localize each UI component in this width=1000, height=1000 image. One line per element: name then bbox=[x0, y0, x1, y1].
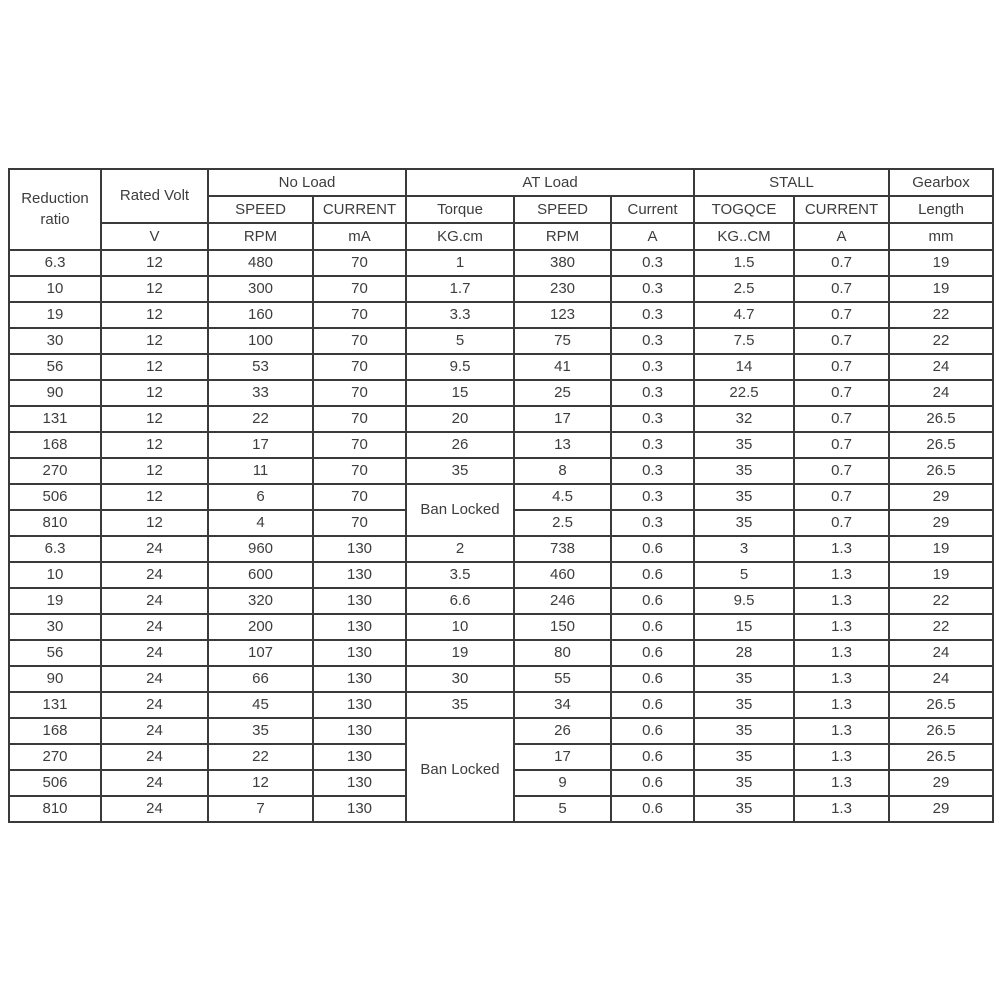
table-cell: 9 bbox=[514, 770, 611, 796]
table-cell: 100 bbox=[208, 328, 313, 354]
table-cell: 10 bbox=[9, 276, 101, 302]
table-cell: 1.7 bbox=[406, 276, 514, 302]
table-cell: 0.7 bbox=[794, 250, 889, 276]
table-cell: 2 bbox=[406, 536, 514, 562]
table-cell: 1.3 bbox=[794, 692, 889, 718]
table-cell: 70 bbox=[313, 302, 406, 328]
header-noload-current: CURRENT bbox=[313, 196, 406, 223]
table-cell: 0.7 bbox=[794, 380, 889, 406]
table-cell: 738 bbox=[514, 536, 611, 562]
table-cell: 0.7 bbox=[794, 406, 889, 432]
table-row bbox=[9, 718, 993, 744]
table-cell: 130 bbox=[313, 770, 406, 796]
table-cell: 2.5 bbox=[514, 510, 611, 536]
header-atload-torque: Torque bbox=[406, 196, 514, 223]
motor-spec-table bbox=[8, 168, 994, 823]
table-cell: 6 bbox=[208, 484, 313, 510]
unit-noload-ma: mA bbox=[313, 223, 406, 250]
header-stall-current: CURRENT bbox=[794, 196, 889, 223]
table-cell: 26.5 bbox=[889, 718, 993, 744]
table-cell: 22 bbox=[208, 744, 313, 770]
table-cell: 5 bbox=[406, 328, 514, 354]
table-row bbox=[9, 640, 993, 666]
header-group-stall: STALL bbox=[694, 169, 889, 196]
table-row bbox=[9, 432, 993, 458]
table-cell: 35 bbox=[694, 432, 794, 458]
table-cell: 34 bbox=[514, 692, 611, 718]
table-cell: 131 bbox=[9, 406, 101, 432]
table-cell: 35 bbox=[694, 770, 794, 796]
table-cell: 35 bbox=[694, 692, 794, 718]
table-cell: 0.3 bbox=[611, 250, 694, 276]
table-cell: 0.7 bbox=[794, 354, 889, 380]
table-cell: 70 bbox=[313, 328, 406, 354]
header-rated-volt: Rated Volt bbox=[101, 169, 208, 223]
table-cell: 70 bbox=[313, 484, 406, 510]
table-cell: 24 bbox=[101, 692, 208, 718]
table-row bbox=[9, 302, 993, 328]
table-cell: 0.3 bbox=[611, 458, 694, 484]
table-cell: 75 bbox=[514, 328, 611, 354]
table-cell: 6.6 bbox=[406, 588, 514, 614]
table-cell: 24 bbox=[101, 640, 208, 666]
table-cell: 0.3 bbox=[611, 354, 694, 380]
table-cell: 9.5 bbox=[406, 354, 514, 380]
table-cell: 66 bbox=[208, 666, 313, 692]
table-cell: 24 bbox=[101, 796, 208, 822]
table-cell: 0.7 bbox=[794, 458, 889, 484]
table-cell: 1.3 bbox=[794, 614, 889, 640]
table-cell: 35 bbox=[406, 458, 514, 484]
table-row bbox=[9, 588, 993, 614]
table-row bbox=[9, 328, 993, 354]
table-cell: 35 bbox=[694, 510, 794, 536]
table-cell: 24 bbox=[101, 744, 208, 770]
table-cell: 130 bbox=[313, 614, 406, 640]
table-cell: 24 bbox=[101, 562, 208, 588]
table-cell: 0.6 bbox=[611, 692, 694, 718]
table-cell: 600 bbox=[208, 562, 313, 588]
table-cell: 25 bbox=[514, 380, 611, 406]
table-cell: 0.6 bbox=[611, 536, 694, 562]
table-cell: 2.5 bbox=[694, 276, 794, 302]
table-cell: 35 bbox=[694, 458, 794, 484]
table-cell: 70 bbox=[313, 406, 406, 432]
table-cell: 35 bbox=[694, 666, 794, 692]
table-cell: 56 bbox=[9, 640, 101, 666]
table-cell: 26.5 bbox=[889, 692, 993, 718]
unit-noload-rpm: RPM bbox=[208, 223, 313, 250]
table-cell: 19 bbox=[889, 536, 993, 562]
merged-cell-ban-locked: Ban Locked bbox=[406, 718, 514, 822]
table-cell: 0.7 bbox=[794, 484, 889, 510]
table-cell: 30 bbox=[9, 328, 101, 354]
table-cell: 80 bbox=[514, 640, 611, 666]
table-cell: 1 bbox=[406, 250, 514, 276]
table-cell: 24 bbox=[101, 536, 208, 562]
table-cell: 35 bbox=[694, 796, 794, 822]
table-cell: 0.6 bbox=[611, 770, 694, 796]
table-cell: 32 bbox=[694, 406, 794, 432]
table-cell: 24 bbox=[889, 666, 993, 692]
table-cell: 19 bbox=[889, 276, 993, 302]
header-unit-row bbox=[9, 223, 993, 250]
table-cell: 41 bbox=[514, 354, 611, 380]
table-row bbox=[9, 692, 993, 718]
header-atload-speed: SPEED bbox=[514, 196, 611, 223]
table-cell: 22 bbox=[208, 406, 313, 432]
table-cell: 24 bbox=[101, 614, 208, 640]
table-cell: 3.5 bbox=[406, 562, 514, 588]
table-cell: 0.3 bbox=[611, 302, 694, 328]
header-group-at-load: AT Load bbox=[406, 169, 694, 196]
table-cell: 35 bbox=[694, 718, 794, 744]
table-cell: 12 bbox=[101, 302, 208, 328]
table-cell: 26.5 bbox=[889, 458, 993, 484]
table-cell: 1.3 bbox=[794, 536, 889, 562]
table-cell: 0.7 bbox=[794, 510, 889, 536]
table-cell: 24 bbox=[889, 380, 993, 406]
table-cell: 10 bbox=[406, 614, 514, 640]
table-cell: 8 bbox=[514, 458, 611, 484]
header-group-no-load: No Load bbox=[208, 169, 406, 196]
table-cell: 107 bbox=[208, 640, 313, 666]
table-cell: 0.7 bbox=[794, 432, 889, 458]
table-cell: 12 bbox=[101, 380, 208, 406]
table-cell: 24 bbox=[889, 354, 993, 380]
table-cell: 12 bbox=[101, 406, 208, 432]
table-cell: 29 bbox=[889, 510, 993, 536]
unit-volt: V bbox=[101, 223, 208, 250]
table-cell: 17 bbox=[514, 406, 611, 432]
table-cell: 130 bbox=[313, 588, 406, 614]
table-cell: 20 bbox=[406, 406, 514, 432]
table-cell: 17 bbox=[208, 432, 313, 458]
table-cell: 300 bbox=[208, 276, 313, 302]
table-cell: 12 bbox=[101, 328, 208, 354]
header-noload-speed: SPEED bbox=[208, 196, 313, 223]
table-cell: 70 bbox=[313, 276, 406, 302]
table-cell: 270 bbox=[9, 458, 101, 484]
table-cell: 0.3 bbox=[611, 380, 694, 406]
table-cell: 12 bbox=[101, 484, 208, 510]
table-cell: 160 bbox=[208, 302, 313, 328]
table-cell: 810 bbox=[9, 796, 101, 822]
table-cell: 1.3 bbox=[794, 562, 889, 588]
table-cell: 12 bbox=[101, 510, 208, 536]
header-reduction-ratio: Reduction ratio bbox=[9, 169, 101, 250]
table-cell: 70 bbox=[313, 432, 406, 458]
table-cell: 26 bbox=[514, 718, 611, 744]
table-cell: 22 bbox=[889, 328, 993, 354]
table-cell: 0.6 bbox=[611, 614, 694, 640]
table-cell: 30 bbox=[9, 614, 101, 640]
table-cell: 0.6 bbox=[611, 640, 694, 666]
table-cell: 53 bbox=[208, 354, 313, 380]
table-header bbox=[9, 169, 993, 250]
header-group-gearbox: Gearbox bbox=[889, 169, 993, 196]
table-row bbox=[9, 484, 993, 510]
table-cell: 29 bbox=[889, 770, 993, 796]
unit-atload-a: A bbox=[611, 223, 694, 250]
table-cell: 56 bbox=[9, 354, 101, 380]
table-cell: 35 bbox=[694, 744, 794, 770]
table-cell: 320 bbox=[208, 588, 313, 614]
table-cell: 90 bbox=[9, 380, 101, 406]
table-cell: 22 bbox=[889, 302, 993, 328]
table-cell: 24 bbox=[889, 640, 993, 666]
table-cell: 12 bbox=[101, 276, 208, 302]
table-cell: 130 bbox=[313, 562, 406, 588]
table-body bbox=[9, 250, 993, 822]
table-cell: 0.6 bbox=[611, 666, 694, 692]
table-cell: 0.6 bbox=[611, 588, 694, 614]
table-cell: 24 bbox=[101, 770, 208, 796]
table-cell: 3.3 bbox=[406, 302, 514, 328]
table-row bbox=[9, 562, 993, 588]
header-stall-torque: TOGQCE bbox=[694, 196, 794, 223]
table-cell: 130 bbox=[313, 744, 406, 770]
table-cell: 460 bbox=[514, 562, 611, 588]
table-cell: 0.6 bbox=[611, 744, 694, 770]
table-cell: 230 bbox=[514, 276, 611, 302]
table-row bbox=[9, 380, 993, 406]
table-cell: 28 bbox=[694, 640, 794, 666]
table-cell: 7 bbox=[208, 796, 313, 822]
table-cell: 22 bbox=[889, 614, 993, 640]
table-cell: 0.3 bbox=[611, 328, 694, 354]
table-cell: 19 bbox=[889, 562, 993, 588]
table-row bbox=[9, 406, 993, 432]
table-cell: 5 bbox=[694, 562, 794, 588]
table-row bbox=[9, 250, 993, 276]
unit-atload-kgcm: KG.cm bbox=[406, 223, 514, 250]
table-cell: 70 bbox=[313, 380, 406, 406]
table-row bbox=[9, 354, 993, 380]
table-cell: 9.5 bbox=[694, 588, 794, 614]
table-cell: 130 bbox=[313, 692, 406, 718]
table-cell: 29 bbox=[889, 484, 993, 510]
table-cell: 6.3 bbox=[9, 250, 101, 276]
table-cell: 0.6 bbox=[611, 718, 694, 744]
table-cell: 5 bbox=[514, 796, 611, 822]
table-cell: 24 bbox=[101, 666, 208, 692]
table-cell: 19 bbox=[889, 250, 993, 276]
table-row bbox=[9, 536, 993, 562]
table-cell: 12 bbox=[101, 250, 208, 276]
table-cell: 480 bbox=[208, 250, 313, 276]
table-cell: 11 bbox=[208, 458, 313, 484]
table-cell: 14 bbox=[694, 354, 794, 380]
table-cell: 4 bbox=[208, 510, 313, 536]
header-atload-current: Current bbox=[611, 196, 694, 223]
table-cell: 55 bbox=[514, 666, 611, 692]
table-cell: 1.3 bbox=[794, 718, 889, 744]
table-cell: 130 bbox=[313, 666, 406, 692]
table-cell: 45 bbox=[208, 692, 313, 718]
table-cell: 19 bbox=[9, 302, 101, 328]
table-cell: 70 bbox=[313, 510, 406, 536]
table-cell: 35 bbox=[208, 718, 313, 744]
table-cell: 810 bbox=[9, 510, 101, 536]
table-cell: 12 bbox=[101, 354, 208, 380]
table-cell: 26 bbox=[406, 432, 514, 458]
table-cell: 0.3 bbox=[611, 510, 694, 536]
table-cell: 150 bbox=[514, 614, 611, 640]
table-cell: 168 bbox=[9, 718, 101, 744]
table-cell: 130 bbox=[313, 536, 406, 562]
table-cell: 26.5 bbox=[889, 406, 993, 432]
table-cell: 15 bbox=[406, 380, 514, 406]
table-cell: 1.3 bbox=[794, 770, 889, 796]
table-cell: 380 bbox=[514, 250, 611, 276]
table-cell: 4.7 bbox=[694, 302, 794, 328]
table-row bbox=[9, 614, 993, 640]
table-cell: 12 bbox=[101, 458, 208, 484]
table-cell: 1.3 bbox=[794, 796, 889, 822]
table-cell: 13 bbox=[514, 432, 611, 458]
unit-stall-a: A bbox=[794, 223, 889, 250]
table-cell: 35 bbox=[406, 692, 514, 718]
table-cell: 70 bbox=[313, 354, 406, 380]
table-cell: 90 bbox=[9, 666, 101, 692]
table-cell: 168 bbox=[9, 432, 101, 458]
unit-stall-kgcm: KG..CM bbox=[694, 223, 794, 250]
table-row bbox=[9, 458, 993, 484]
table-cell: 506 bbox=[9, 484, 101, 510]
table-cell: 0.7 bbox=[794, 328, 889, 354]
table-cell: 30 bbox=[406, 666, 514, 692]
table-cell: 22.5 bbox=[694, 380, 794, 406]
table-cell: 246 bbox=[514, 588, 611, 614]
table-cell: 19 bbox=[9, 588, 101, 614]
table-cell: 270 bbox=[9, 744, 101, 770]
table-cell: 131 bbox=[9, 692, 101, 718]
table-cell: 26.5 bbox=[889, 744, 993, 770]
table-cell: 1.3 bbox=[794, 744, 889, 770]
table-cell: 29 bbox=[889, 796, 993, 822]
unit-atload-rpm: RPM bbox=[514, 223, 611, 250]
table-cell: 70 bbox=[313, 458, 406, 484]
table-cell: 12 bbox=[101, 432, 208, 458]
header-gearbox-length: Length bbox=[889, 196, 993, 223]
table-cell: 7.5 bbox=[694, 328, 794, 354]
table-cell: 506 bbox=[9, 770, 101, 796]
table-cell: 1.3 bbox=[794, 640, 889, 666]
table-cell: 6.3 bbox=[9, 536, 101, 562]
table-cell: 0.3 bbox=[611, 432, 694, 458]
table-cell: 0.3 bbox=[611, 276, 694, 302]
table-cell: 15 bbox=[694, 614, 794, 640]
table-cell: 123 bbox=[514, 302, 611, 328]
table-cell: 24 bbox=[101, 718, 208, 744]
table-cell: 3 bbox=[694, 536, 794, 562]
table-row bbox=[9, 276, 993, 302]
table-row bbox=[9, 666, 993, 692]
table-cell: 26.5 bbox=[889, 432, 993, 458]
table-cell: 0.3 bbox=[611, 406, 694, 432]
table-cell: 130 bbox=[313, 718, 406, 744]
table-cell: 0.3 bbox=[611, 484, 694, 510]
table-cell: 130 bbox=[313, 640, 406, 666]
table-cell: 24 bbox=[101, 588, 208, 614]
table-cell: 1.5 bbox=[694, 250, 794, 276]
table-cell: 0.7 bbox=[794, 276, 889, 302]
table-cell: 19 bbox=[406, 640, 514, 666]
table-cell: 70 bbox=[313, 250, 406, 276]
table-cell: 200 bbox=[208, 614, 313, 640]
table-cell: 10 bbox=[9, 562, 101, 588]
table-cell: 17 bbox=[514, 744, 611, 770]
table-cell: 960 bbox=[208, 536, 313, 562]
table-cell: 0.6 bbox=[611, 562, 694, 588]
table-cell: 1.3 bbox=[794, 588, 889, 614]
table-cell: 1.3 bbox=[794, 666, 889, 692]
table-cell: 22 bbox=[889, 588, 993, 614]
table-cell: 130 bbox=[313, 796, 406, 822]
merged-cell-ban-locked: Ban Locked bbox=[406, 484, 514, 536]
table-cell: 12 bbox=[208, 770, 313, 796]
table-cell: 4.5 bbox=[514, 484, 611, 510]
header-group-row bbox=[9, 169, 993, 196]
table-cell: 0.7 bbox=[794, 302, 889, 328]
table-cell: 35 bbox=[694, 484, 794, 510]
unit-gearbox-mm: mm bbox=[889, 223, 993, 250]
table-cell: 33 bbox=[208, 380, 313, 406]
table-cell: 0.6 bbox=[611, 796, 694, 822]
